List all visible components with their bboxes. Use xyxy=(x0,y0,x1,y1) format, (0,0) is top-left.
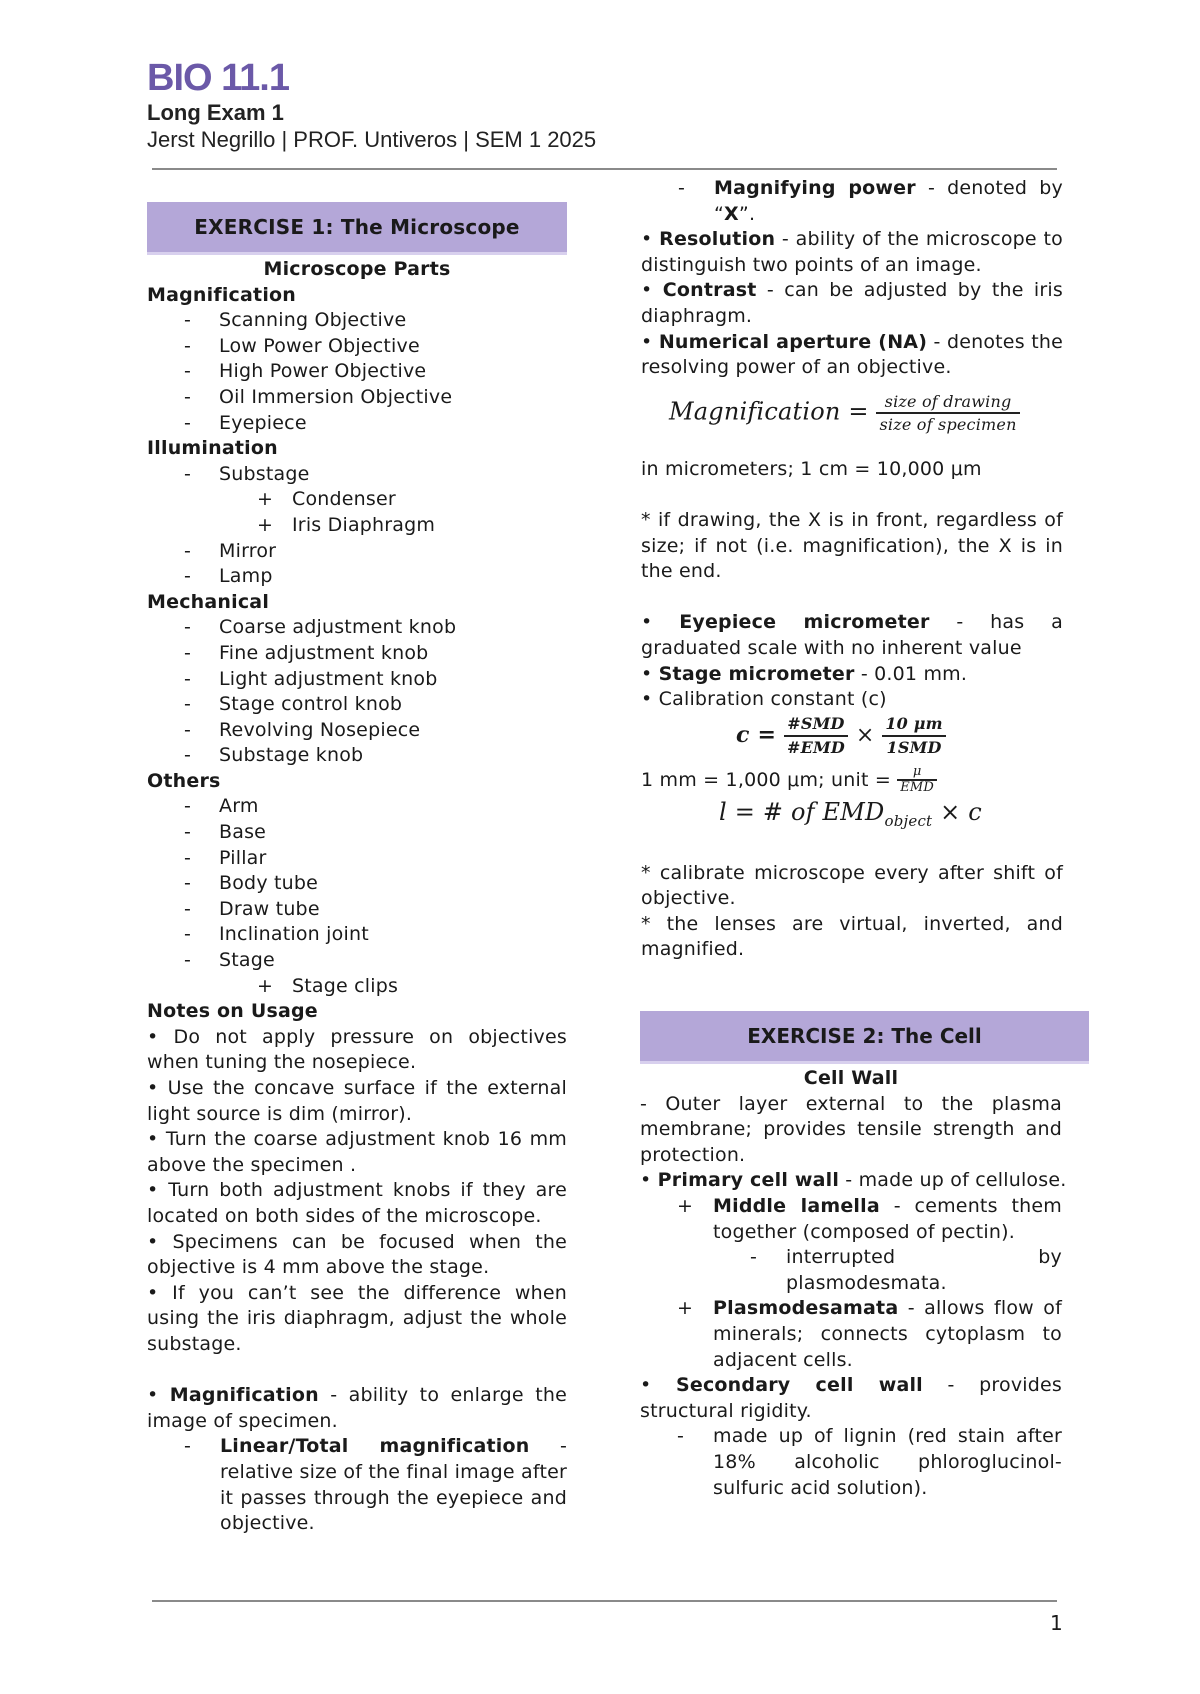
list-item: - Scanning Objective xyxy=(184,309,407,332)
document-header xyxy=(147,56,596,154)
notes-heading: Notes on Usage xyxy=(147,1000,318,1023)
author-line: Jerst Negrillo | PROF. Untiveros | SEM 1 2025 xyxy=(147,127,597,152)
right-column xyxy=(641,176,1063,963)
list-item: - Low Power Objective xyxy=(184,334,420,357)
eyepiece-micrometer-definition: • Eyepiece micrometer - has a graduated scale with no inherent value xyxy=(641,611,1063,659)
magnification-definition: • Magnification - ability to enlarge the image of specimen. xyxy=(147,1384,567,1432)
footer-divider xyxy=(152,1600,1057,1602)
list-item: - Light adjustment knob xyxy=(184,667,438,690)
list-item: - Stage xyxy=(184,949,275,972)
linear-magnification-definition: - Linear/Total magnification - relative size of the final image after it passes through the eyepiece and objective. xyxy=(184,1435,568,1535)
list-item: - Coarse adjustment knob xyxy=(184,616,457,639)
contrast-definition: • Contrast - can be adjusted by the iris diaphragm. xyxy=(641,279,1063,327)
cell-wall-heading: Cell Wall xyxy=(803,1067,899,1089)
lens-note: * the lenses are virtual, inverted, and magnified. xyxy=(641,912,1063,961)
list-item: - High Power Objective xyxy=(184,360,427,383)
course-title: BIO 11.1 xyxy=(147,57,289,99)
calibration-formula: c = $\frac{\text{\#SMD}}{\text{\#EMD}}$ × $\frac{10 \mu m}{\text{1SMD}}$ xyxy=(641,713,1063,763)
exercise1-header: EXERCISE 1: The Microscope xyxy=(147,202,567,255)
unit-line: 1 mm = 1,000 μm; unit = $\frac{\mu}{\text{EMD}}$ xyxy=(641,763,1063,797)
calibrate-note: * calibrate microscope every after shift of objective. xyxy=(641,861,1063,910)
plasmodesmata: + Plasmodesamata - allows flow of minerals; connects cytoplasm to adjacent cells. xyxy=(677,1297,1062,1371)
note-item: • If you can’t see the difference when using the iris diaphragm, adjust the whole substage. xyxy=(147,1281,567,1355)
resolution-definition: • Resolution - ability of the microscope to distinguish two points of an image. xyxy=(641,228,1063,276)
header-divider xyxy=(152,168,1057,170)
list-item: - Fine adjustment knob xyxy=(184,641,429,664)
list-subitem: + Iris Diaphragm xyxy=(257,513,436,536)
list-item: - Stage control knob xyxy=(184,693,403,716)
interrupted-note: - interrupted by plasmodesmata. xyxy=(750,1246,1062,1294)
magnification-formula: Magnification = $\frac{\text{size of drawing}}{\text{size of specimen}}$ xyxy=(641,391,1063,447)
calibration-constant: • Calibration constant (c) xyxy=(641,688,887,711)
list-item: - Eyepiece xyxy=(184,411,307,434)
list-item: - Body tube xyxy=(184,872,319,895)
list-item: - Substage xyxy=(184,462,310,485)
exam-title: Long Exam 1 xyxy=(147,100,284,125)
list-subitem: + Condenser xyxy=(257,488,396,511)
list-item: - Arm xyxy=(184,795,259,818)
illumination-heading: Illumination xyxy=(147,437,278,460)
list-item: - Oil Immersion Objective xyxy=(184,385,453,408)
note-item: • Specimens can be focused when the objective is 4 mm above the stage. xyxy=(147,1230,567,1279)
left-column xyxy=(147,176,567,1537)
list-item: - Base xyxy=(184,821,267,844)
stage-micrometer-definition: • Stage micrometer - 0.01 mm. xyxy=(641,662,968,685)
mechanical-heading: Mechanical xyxy=(147,590,270,613)
middle-lamella: + Middle lamella - cements them together (composed of pectin). xyxy=(677,1194,1062,1243)
x-placement-note: * if drawing, the X is in front, regardless of size; if not (i.e. magnification), the X is in the end. xyxy=(641,508,1063,583)
list-item: - Inclination joint xyxy=(184,923,369,946)
units-note: in micrometers; 1 cm = 10,000 μm xyxy=(641,457,982,480)
list-item: - Substage knob xyxy=(184,744,364,767)
magnifying-power-definition: - Magnifying power - denoted by “X”. xyxy=(678,177,1063,225)
note-item: • Turn the coarse adjustment knob 16 mm above the specimen . xyxy=(147,1128,567,1176)
primary-cell-wall: • Primary cell wall - made up of cellulose. xyxy=(640,1169,1067,1192)
page-number: 1 xyxy=(1050,1611,1063,1635)
exercise2-header: EXERCISE 2: The Cell xyxy=(640,1011,1089,1064)
list-item: - Lamp xyxy=(184,565,273,588)
list-subitem: + Stage clips xyxy=(257,974,399,997)
note-item: • Use the concave surface if the external light source is dim (mirror). xyxy=(147,1077,567,1125)
magnification-heading: Magnification xyxy=(147,283,297,306)
list-item: - Mirror xyxy=(184,539,277,562)
lignin-note: - made up of lignin (red stain after 18% alcoholic phloroglucinol-sulfuric acid solution). xyxy=(677,1425,1062,1499)
list-item: - Pillar xyxy=(184,846,267,869)
others-heading: Others xyxy=(147,769,221,792)
note-item: • Turn both adjustment knobs if they are located on both sides of the microscope. xyxy=(147,1179,568,1227)
length-formula: l = # of $EMD_{object} \times c$ xyxy=(719,797,982,830)
note-item: • Do not apply pressure on objectives when tuning the nosepiece. xyxy=(147,1025,567,1074)
secondary-cell-wall: • Secondary cell wall - provides structural rigidity. xyxy=(640,1374,1062,1422)
cell-wall-intro: - Outer layer external to the plasma membrane; provides tensile strength and protection. xyxy=(640,1092,1062,1166)
exercise2-section xyxy=(640,1011,1089,1501)
list-item: - Draw tube xyxy=(184,897,320,920)
numerical-aperture-definition: • Numerical aperture (NA) - denotes the resolving power of an objective. xyxy=(641,330,1063,379)
parts-heading: Microscope Parts xyxy=(263,258,451,280)
list-item: - Revolving Nosepiece xyxy=(184,718,421,741)
